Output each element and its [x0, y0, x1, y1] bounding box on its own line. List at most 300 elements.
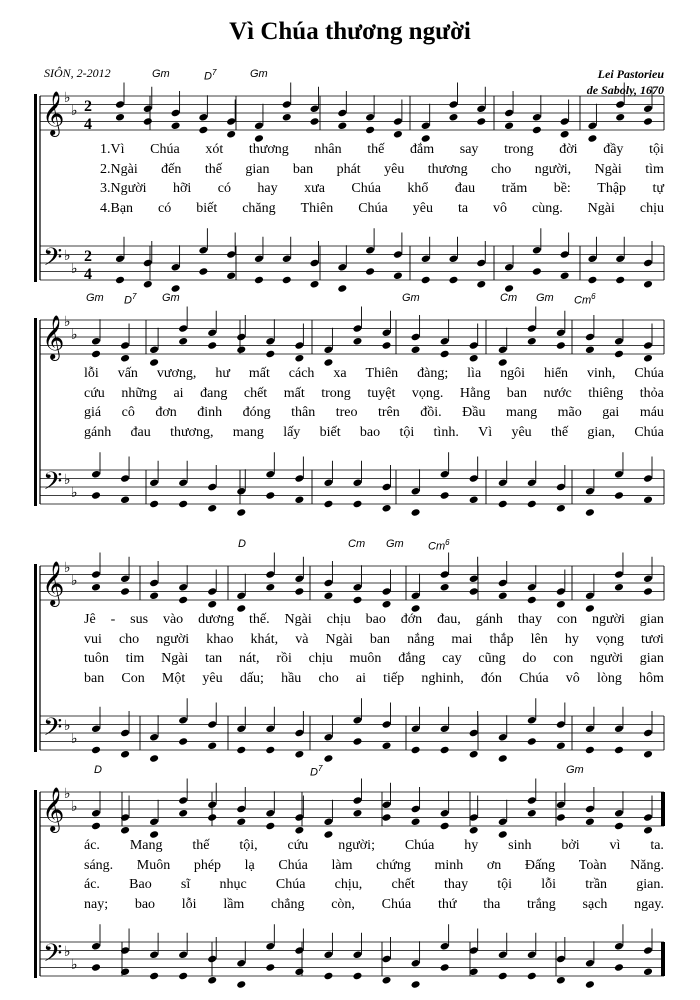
treble-note	[323, 591, 333, 600]
lyric-syllable: tự	[652, 181, 664, 196]
treble-note	[585, 805, 595, 814]
flat-icon: ♭	[64, 944, 71, 960]
chord-name: Cm	[428, 540, 446, 553]
bass-note	[585, 746, 595, 755]
treble-note	[149, 817, 159, 826]
lyric-syllable: yêu	[384, 161, 405, 177]
lyric-syllable: đóng	[242, 405, 271, 420]
lyric-syllable: Ngài	[594, 161, 622, 177]
lyric-syllable: Chúa	[634, 366, 664, 381]
bass-clef-icon: 𝄢	[43, 939, 63, 974]
lyric-syllable: mang	[232, 424, 264, 440]
flat-icon: ♭	[71, 799, 78, 815]
treble-note	[532, 126, 542, 135]
treble-note	[504, 121, 514, 130]
bass-note	[421, 254, 431, 263]
lyric-syllable: chết	[243, 385, 268, 401]
treble-note	[556, 813, 566, 822]
treble-note	[498, 817, 508, 826]
treble-note	[382, 800, 392, 809]
lyric-syllable: xa	[333, 366, 347, 381]
lyric-syllable: cho	[118, 631, 140, 647]
lyric-syllable: Mang	[129, 838, 163, 853]
lyric-syllable: thay	[443, 877, 469, 892]
lyric-syllable: Chúa	[275, 877, 306, 892]
bass-note	[323, 950, 333, 959]
bass-note	[91, 470, 101, 479]
bass-note	[323, 972, 333, 981]
lyric-syllable: sinh	[508, 838, 532, 853]
treble-note	[504, 109, 514, 118]
lyric-syllable: Một	[161, 670, 186, 686]
bass-note	[91, 963, 101, 972]
treble-note	[448, 100, 458, 109]
lyric-syllable: đau,	[437, 612, 461, 627]
treble-note	[393, 130, 403, 139]
lyric-syllable: Jê	[84, 612, 96, 627]
lyric-syllable: dấu;	[239, 670, 264, 686]
treble-note	[587, 121, 597, 130]
treble-note	[352, 596, 362, 605]
flat-icon: ♭	[71, 573, 78, 589]
treble-note	[615, 100, 625, 109]
bass-note	[440, 724, 450, 733]
lyric-syllable: biết	[196, 200, 218, 216]
lyric-syllable: trăm	[501, 181, 528, 196]
bass-note	[393, 250, 403, 259]
treble-note	[411, 817, 421, 826]
bass-note	[411, 980, 421, 989]
treble-note	[556, 341, 566, 350]
treble-note	[643, 341, 653, 350]
lyric-syllable: bao	[365, 612, 386, 627]
lyric-syllable: Chúa	[358, 200, 388, 216]
bass-note	[149, 500, 159, 509]
lyric-syllable: trần	[585, 877, 608, 892]
lyric-syllable: minh	[434, 857, 464, 873]
bass-note	[585, 724, 595, 733]
treble-note	[643, 354, 653, 363]
bass-note	[498, 500, 508, 509]
lyric-syllable: Thiên	[365, 366, 399, 381]
bass-note	[556, 741, 566, 750]
chord-name: Gm	[386, 538, 404, 550]
treble-note	[149, 591, 159, 600]
treble-note	[527, 337, 537, 346]
lyric-syllable: thương,	[170, 424, 214, 440]
lyric-syllable: đớn	[400, 612, 423, 627]
chord-name: D	[238, 538, 246, 550]
system-brace	[34, 564, 37, 752]
treble-note	[226, 130, 236, 139]
lyric-syllable: thứ	[437, 896, 457, 912]
treble-note	[411, 333, 421, 342]
lyric-verse-2	[100, 162, 664, 178]
lyric-syllable: ngôi	[500, 366, 525, 381]
bass-note	[294, 729, 304, 738]
treble-clef-icon: 𝄞	[42, 787, 65, 831]
lyric-syllable: vào	[162, 612, 184, 627]
lyric-syllable: chịu	[308, 651, 333, 666]
lyric-syllable: sạch	[582, 896, 608, 912]
treble-note	[91, 570, 101, 579]
bass-note	[643, 729, 653, 738]
bass-note	[585, 980, 595, 989]
treble-note	[198, 113, 208, 122]
chord-name: Gm	[162, 292, 180, 304]
lyric-verse-2	[84, 858, 664, 874]
treble-time-sig-top: 2	[84, 98, 92, 115]
lyric-syllable: hy	[464, 838, 479, 853]
bass-note	[585, 487, 595, 496]
bass-note	[587, 276, 597, 285]
bass-note	[323, 478, 333, 487]
treble-note	[498, 579, 508, 588]
treble-note	[294, 354, 304, 363]
bass-note	[91, 942, 101, 951]
bass-note	[352, 737, 362, 746]
bass-note	[498, 972, 508, 981]
bass-note	[614, 963, 624, 972]
lyric-syllable: lìa	[467, 366, 482, 381]
flat-icon: ♭	[71, 261, 78, 277]
bass-note	[382, 483, 392, 492]
bass-clef-icon: 𝄢	[43, 467, 63, 502]
lyric-syllable: cô	[121, 405, 135, 420]
lyric-syllable: vấn	[117, 366, 138, 381]
chord-name: D	[124, 294, 132, 307]
bass-note	[265, 724, 275, 733]
chord-name: Cm	[348, 538, 366, 550]
lyric-syllable: 4.Bạn	[100, 200, 134, 216]
lyric-verse-1	[100, 142, 664, 158]
bass-note	[448, 254, 458, 263]
lyric-syllable: sĩ	[180, 877, 191, 892]
lyric-syllable: máu	[639, 405, 664, 420]
lyric-syllable: đến	[161, 161, 182, 177]
lyric-syllable: thế	[204, 161, 222, 177]
lyric-syllable: mất	[248, 366, 270, 381]
lyric-syllable: -	[110, 612, 116, 627]
flat-icon: ♭	[64, 472, 71, 488]
lyric-syllable: tha	[483, 896, 501, 912]
lyric-syllable: hầu	[281, 670, 302, 686]
bass-note	[615, 254, 625, 263]
chord-extension: 7	[131, 292, 137, 301]
lyric-syllable: làm	[331, 857, 353, 873]
treble-note	[421, 121, 431, 130]
lyric-syllable: thế	[192, 838, 210, 853]
treble-note	[91, 809, 101, 818]
treble-note	[469, 826, 479, 835]
treble-note	[527, 809, 537, 818]
bass-note	[178, 478, 188, 487]
bass-note	[560, 250, 570, 259]
bass-note	[323, 500, 333, 509]
lyric-syllable: xót	[205, 142, 224, 157]
lyric-syllable: gian	[639, 651, 664, 666]
lyric-syllable: Ngài	[284, 612, 312, 627]
lyric-syllable: mai	[451, 631, 473, 647]
lyric-syllable: Chúa	[381, 896, 412, 912]
bass-note	[527, 950, 537, 959]
bass-note	[643, 967, 653, 976]
lyric-syllable: gian.	[636, 877, 664, 892]
chord-symbol	[94, 764, 102, 776]
lyric-syllable: dương	[198, 612, 235, 627]
bass-note	[171, 263, 181, 272]
treble-note	[265, 337, 275, 346]
lyric-syllable: treo	[335, 405, 358, 420]
lyric-syllable: bao	[359, 424, 381, 440]
lyric-syllable: Hằng	[459, 385, 491, 401]
bass-note	[207, 955, 217, 964]
lyric-syllable: ban	[369, 631, 391, 647]
lyric-syllable: lạ	[244, 857, 255, 873]
lyric-syllable: Ngài	[161, 651, 189, 666]
chord-symbol	[162, 292, 180, 304]
treble-note	[365, 126, 375, 135]
bass-note	[440, 942, 450, 951]
bass-note	[643, 280, 653, 289]
treble-note	[207, 328, 217, 337]
lyric-syllable: thương	[248, 142, 289, 157]
lyric-syllable: nghinh,	[421, 670, 464, 686]
lyric-syllable: trên	[378, 405, 400, 420]
bass-note	[643, 259, 653, 268]
bass-note	[254, 254, 264, 263]
bass-note	[149, 950, 159, 959]
chord-symbol	[402, 292, 420, 304]
treble-note	[294, 574, 304, 583]
lyric-syllable: chết	[391, 877, 415, 892]
lyric-syllable: đời	[559, 142, 578, 157]
lyric-syllable: tội	[399, 424, 415, 440]
treble-note	[382, 587, 392, 596]
bass-note	[178, 500, 188, 509]
lyric-syllable: thế	[550, 424, 569, 440]
chord-name: Gm	[536, 292, 554, 304]
bass-note	[532, 267, 542, 276]
lyric-syllable: lấy	[283, 424, 301, 440]
lyric-syllable: vì	[609, 838, 621, 853]
chord-name: Gm	[250, 68, 268, 80]
treble-note	[556, 587, 566, 596]
lyric-syllable: yêu	[202, 670, 223, 686]
chord-extension: 7	[211, 68, 217, 77]
lyric-syllable: xưa	[304, 181, 325, 196]
lyric-syllable: người	[156, 631, 190, 647]
chord-symbol	[250, 68, 268, 80]
lyric-syllable: khổ	[407, 181, 429, 196]
flat-icon: ♭	[71, 957, 78, 973]
treble-note	[352, 337, 362, 346]
treble-note	[171, 121, 181, 130]
lyric-syllable: Đấng	[524, 857, 556, 873]
chord-name: Gm	[86, 292, 104, 304]
chord-name: D	[204, 70, 212, 83]
treble-note	[207, 341, 217, 350]
lyric-syllable: hy	[564, 631, 579, 647]
lyric-syllable: Muôn	[136, 857, 171, 873]
lyric-syllable: thương	[427, 161, 468, 177]
lyric-syllable: 3.Người	[100, 181, 147, 196]
lyric-syllable: rồi	[276, 651, 292, 666]
bass-note	[91, 746, 101, 755]
lyric-syllable: thế	[367, 142, 385, 157]
lyric-syllable: cho	[491, 161, 512, 177]
bass-note	[556, 955, 566, 964]
bass-note	[556, 504, 566, 513]
chord-symbol	[310, 764, 322, 779]
lyric-syllable: bởi	[561, 838, 580, 853]
treble-note	[614, 337, 624, 346]
system-brace	[34, 94, 37, 282]
treble-note	[585, 817, 595, 826]
lyric-syllable: gian,	[587, 424, 616, 440]
chord-name: Gm	[402, 292, 420, 304]
system-brace	[34, 790, 37, 978]
bass-note	[352, 478, 362, 487]
chord-symbol	[152, 68, 170, 80]
lyric-syllable: lầm	[223, 896, 245, 912]
bass-note	[643, 750, 653, 759]
lyric-syllable: cứu	[287, 838, 309, 853]
bass-note	[282, 276, 292, 285]
treble-note	[120, 587, 130, 596]
treble-note	[448, 113, 458, 122]
bass-time-sig-top: 2	[84, 248, 92, 265]
bass-note	[352, 500, 362, 509]
treble-note	[556, 800, 566, 809]
lyric-verse-3	[84, 877, 664, 893]
lyric-syllable: Thiên	[300, 200, 334, 216]
treble-note	[294, 813, 304, 822]
song-title: Vì Chúa thương người	[229, 18, 471, 45]
chord-name: Cm	[500, 292, 518, 304]
lyric-syllable: lỗi	[181, 896, 197, 912]
bass-clef-icon: 𝄢	[43, 713, 63, 748]
bass-note	[498, 733, 508, 742]
treble-note	[365, 113, 375, 122]
bass-note	[532, 246, 542, 255]
lyric-syllable: ngay.	[634, 896, 664, 912]
bass-note	[469, 495, 479, 504]
lyric-syllable: chứng	[376, 857, 411, 873]
lyric-syllable: Thập	[597, 181, 627, 196]
lyric-syllable: ban	[292, 161, 314, 177]
bass-note	[207, 483, 217, 492]
bass-note	[265, 963, 275, 972]
lyric-verse-2	[84, 632, 664, 648]
treble-note	[265, 350, 275, 359]
treble-note	[643, 104, 653, 113]
lyric-syllable: sus	[130, 612, 149, 627]
treble-note	[527, 583, 537, 592]
treble-note	[352, 796, 362, 805]
lyric-syllable: con	[556, 612, 578, 627]
treble-note	[393, 117, 403, 126]
treble-note	[585, 345, 595, 354]
lyric-syllable: nắng	[407, 631, 435, 647]
bass-note	[476, 280, 486, 289]
lyric-syllable: giá	[84, 405, 102, 420]
lyric-verse-4	[84, 897, 664, 913]
lyric-syllable: có	[217, 181, 231, 196]
bass-note	[294, 946, 304, 955]
final-barline	[661, 942, 665, 976]
lyric-syllable: Vì	[478, 424, 493, 440]
bass-note	[236, 959, 246, 968]
treble-note	[149, 579, 159, 588]
lyric-syllable: ai	[173, 385, 184, 401]
composer-line-1: Lei Pastorieu	[597, 67, 664, 81]
treble-note	[294, 826, 304, 835]
treble-note	[120, 813, 130, 822]
lyric-syllable: bề:	[553, 181, 571, 196]
lyric-syllable: nhục	[219, 877, 247, 892]
lyric-syllable: nhân	[314, 142, 342, 157]
lyric-syllable: ban	[84, 670, 105, 686]
lyric-syllable: người,	[534, 161, 572, 177]
lyric-syllable: lên	[530, 631, 548, 647]
lyric-syllable: lòng	[596, 670, 622, 686]
bass-note	[556, 976, 566, 985]
treble-note	[236, 345, 246, 354]
treble-note	[440, 809, 450, 818]
lyric-syllable: người;	[338, 838, 375, 853]
bass-note	[587, 254, 597, 263]
bass-note	[382, 720, 392, 729]
treble-note	[323, 579, 333, 588]
flat-icon: ♭	[71, 103, 78, 119]
chord-name: D	[94, 764, 102, 776]
lyric-syllable: chẳng	[271, 896, 305, 912]
bass-note	[411, 487, 421, 496]
bass-note	[337, 263, 347, 272]
chord-symbol	[204, 68, 216, 83]
bass-note	[411, 508, 421, 517]
bass-note	[178, 737, 188, 746]
lyric-syllable: Bao	[129, 877, 152, 892]
lyric-syllable: say	[459, 142, 479, 157]
lyric-verse-4	[100, 201, 664, 217]
lyric-syllable: những	[121, 385, 157, 401]
treble-note	[207, 813, 217, 822]
bass-note	[411, 746, 421, 755]
bass-note	[120, 729, 130, 738]
lyric-syllable: đau	[454, 181, 476, 196]
bass-note	[254, 276, 264, 285]
treble-note	[323, 817, 333, 826]
lyric-syllable: thiêng	[588, 385, 624, 401]
treble-note	[91, 583, 101, 592]
treble-note	[143, 104, 153, 113]
chord-extension: 7	[317, 764, 323, 773]
lyric-syllable: ơn	[486, 857, 502, 873]
flat-icon: ♭	[71, 485, 78, 501]
treble-note	[337, 121, 347, 130]
bass-note	[178, 716, 188, 725]
treble-note	[476, 104, 486, 113]
treble-note	[115, 113, 125, 122]
bass-note	[149, 972, 159, 981]
bass-note	[310, 280, 320, 289]
bass-note	[382, 955, 392, 964]
bass-note	[282, 254, 292, 263]
bass-note	[236, 487, 246, 496]
bass-note	[294, 474, 304, 483]
